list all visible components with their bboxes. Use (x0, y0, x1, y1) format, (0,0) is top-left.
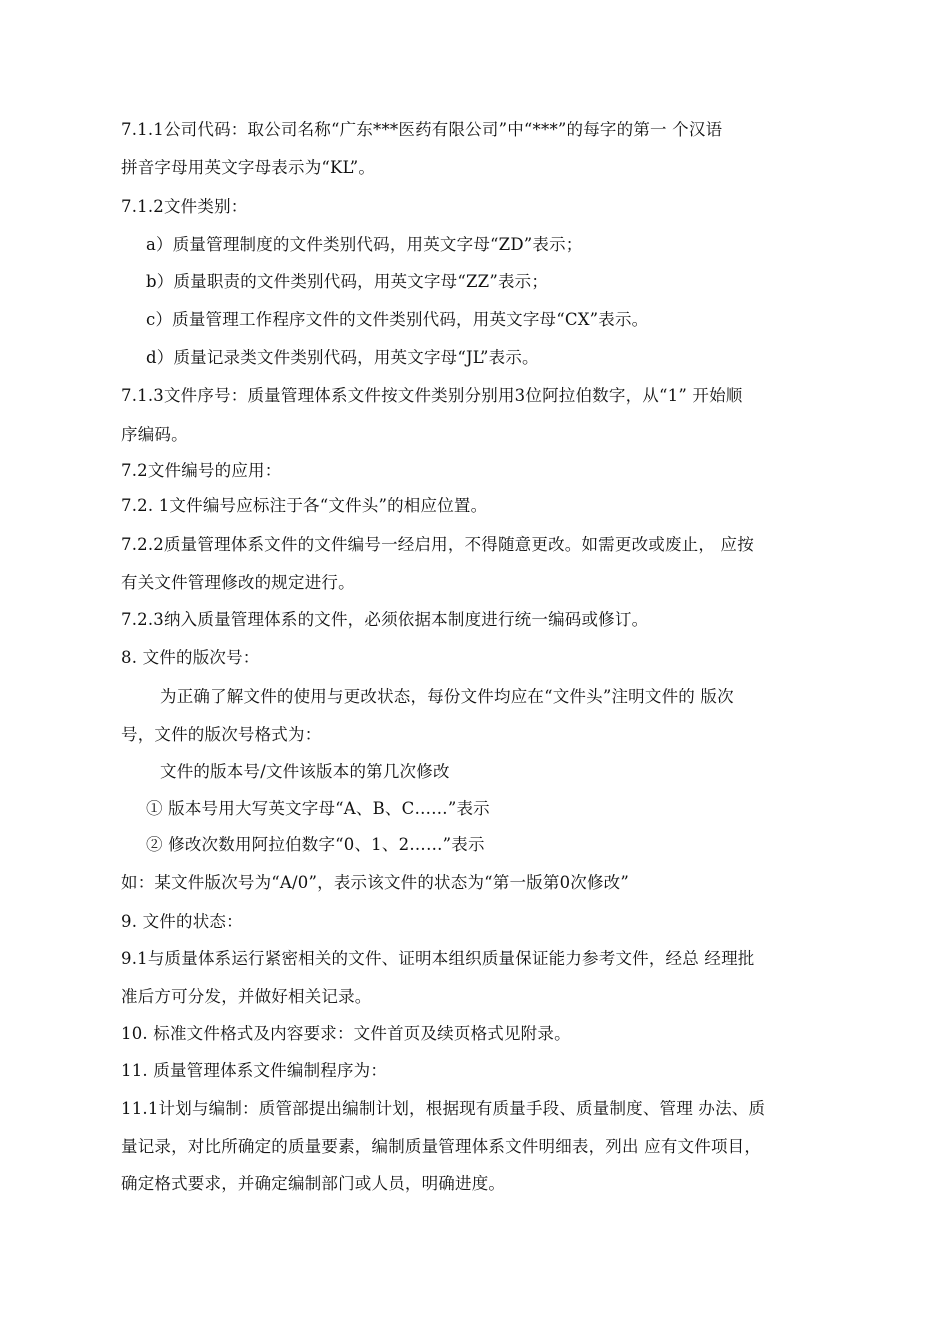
text-line-example: 如：某文件版次号为“A/0”，表示该文件的状态为“第一版第0次修改” (121, 873, 630, 892)
text-line-8: 8. 文件的版次号： (121, 648, 260, 667)
text-line-version-rule-2: ② 修改次数用阿拉伯数字“0、1、2……”表示 (146, 835, 485, 854)
text-line-11: 11. 质量管理体系文件编制程序为： (121, 1061, 388, 1080)
text-line-7-1-2: 7.1.2文件类别： (121, 197, 248, 216)
text-line-7-2-3: 7.2.3纳入质量管理体系的文件，必须依据本制度进行统一编码或修订。 (121, 610, 649, 629)
text-line-7-2: 7.2文件编号的应用： (121, 461, 282, 480)
text-line-version-format: 文件的版本号/文件该版本的第几次修改 (160, 762, 450, 781)
text-line-11-1-cont-2: 确定格式要求，并确定编制部门或人员，明确进度。 (121, 1174, 506, 1193)
text-line-7-1-3-cont: 序编码。 (121, 425, 188, 444)
text-line-7-2-1: 7.2. 1文件编号应标注于各“文件头”的相应位置。 (121, 496, 488, 515)
text-line-11-1: 11.1计划与编制：质管部提出编制计划，根据现有质量手段、质量制度、管理 办法、质 (121, 1099, 766, 1118)
text-line-8-para-cont: 号，文件的版次号格式为： (121, 725, 322, 744)
text-line-11-1-cont-1: 量记录，对比所确定的质量要素，编制质量管理体系文件明细表，列出 应有文件项目， (121, 1137, 762, 1156)
text-line-10: 10. 标准文件格式及内容要求：文件首页及续页格式见附录。 (121, 1024, 571, 1043)
text-line-item-d: d）质量记录类文件类别代码，用英文字母“JL”表示。 (146, 348, 539, 367)
text-line-7-2-2: 7.2.2质量管理体系文件的文件编号一经启用，不得随意更改。如需更改或废止， 应按 (121, 535, 754, 554)
text-line-7-1-1: 7.1.1公司代码：取公司名称“广东***医药有限公司”中“***”的每字的第一 个汉语 (121, 120, 723, 139)
text-line-item-c: c）质量管理工作程序文件的文件类别代码，用英文字母“CX”表示。 (146, 310, 649, 329)
text-line-7-1-3: 7.1.3文件序号：质量管理体系文件按文件类别分别用3位阿拉伯数字，从“1” 开始顺 (121, 386, 743, 405)
text-line-9-1-cont: 准后方可分发，并做好相关记录。 (121, 987, 372, 1006)
text-line-9: 9. 文件的状态： (121, 912, 243, 931)
text-line-version-rule-1: ① 版本号用大写英文字母“A、B、C……”表示 (146, 799, 490, 818)
text-line-9-1: 9.1与质量体系运行紧密相关的文件、证明本组织质量保证能力参考文件，经总 经理批 (121, 949, 755, 968)
text-line-7-1-1-cont: 拼音字母用英文字母表示为“KL”。 (121, 158, 376, 177)
text-line-7-2-2-cont: 有关文件管理修改的规定进行。 (121, 573, 355, 592)
text-line-item-a: a）质量管理制度的文件类别代码，用英文字母“ZD”表示； (146, 235, 583, 254)
text-line-8-para: 为正确了解文件的使用与更改状态，每份文件均应在“文件头”注明文件的 版次 (160, 687, 734, 706)
text-line-item-b: b）质量职责的文件类别代码，用英文字母“ZZ”表示； (146, 272, 549, 291)
